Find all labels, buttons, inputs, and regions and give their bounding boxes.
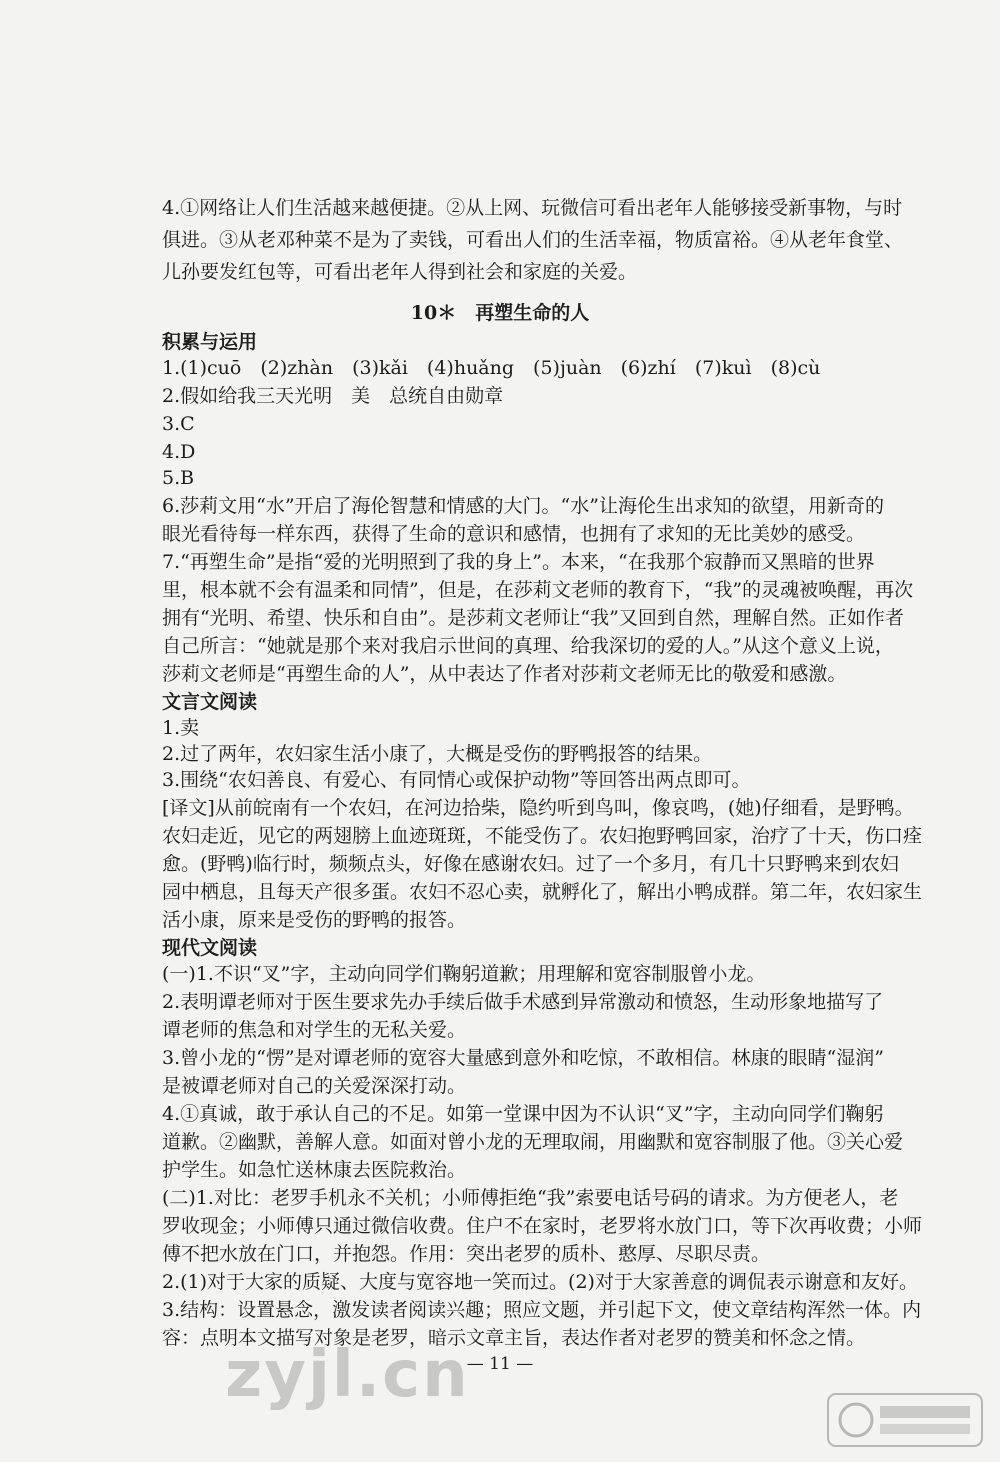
text-line: 4.①真诚，敢于承认自己的不足。如第一堂课中因为不认识“叉”字，主动向同学们鞠躬 — [162, 1103, 884, 1125]
text-line: [译文]从前皖南有一个农妇，在河边拾柴，隐约听到鸟叫，像哀鸣，(她)仔细看，是野鸭。 — [162, 797, 914, 819]
text-line: 拥有“光明、希望、快乐和自由”。是莎莉文老师让“我”又回到自然，理解自然。正如作者 — [162, 607, 904, 629]
text-line: 2.表明谭老师对于医生要求先办手续后做手术感到异常激动和愤怒，生动形象地描写了 — [162, 991, 884, 1013]
text-line: 里，根本就不会有温柔和同情”，但是，在莎莉文老师的教育下，“我”的灵魂被唤醒，再次 — [162, 579, 914, 601]
text-line: 2.过了两年，农妇家生活小康了，大概是受伤的野鸭报答的结果。 — [162, 743, 713, 765]
text-line: 3.围绕“农妇善良、有爱心、有同情心或保护动物”等回答出两点即可。 — [162, 769, 751, 791]
text-line: 园中栖息，且每天产很多蛋。农妇不忍心卖，就孵化了，解出小鸭成群。第二年，农妇家生 — [162, 881, 922, 903]
text-line: 7.“再塑生命”是指“爱的光明照到了我的身上”。本来，“在我那个寂静而又黑暗的世界 — [162, 551, 875, 573]
text-line: 活小康，原来是受伤的野鸭的报答。 — [162, 909, 467, 931]
text-line: 儿孙要发红包等，可看出老年人得到社会和家庭的关爱。 — [162, 261, 638, 283]
watermark-logo-icon — [820, 1390, 990, 1450]
text-line: 俱进。③从老邓种菜不是为了卖钱，可看出人们的生活幸福，物质富裕。④从老年食堂、 — [162, 229, 904, 251]
text-line: 5.B — [162, 467, 195, 489]
text-line: 罗收现金；小师傅只通过微信收费。住户不在家时，老罗将水放门口，等下次再收费；小师 — [162, 1215, 922, 1237]
section-title: 10＊ 再塑生命的人 — [410, 302, 590, 324]
text-line: 农妇走近，见它的两翅膀上血迹斑斑，不能受伤了。农妇抱野鸭回家，治疗了十天，伤口痊 — [162, 825, 922, 847]
text-line: 谭老师的焦急和对学生的无私关爱。 — [162, 1019, 467, 1041]
text-line: 3.曾小龙的“愣”是对谭老师的宽容大量感到意外和吃惊，不敢相信。林康的眼睛“湿润” — [162, 1047, 884, 1069]
text-line: 护学生。如急忙送林康去医院救治。 — [162, 1159, 467, 1181]
text-line: 傅不把水放在门口，并抱怨。作用：突出老罗的质朴、憨厚、尽职尽责。 — [162, 1243, 771, 1265]
text-line: 3.C — [162, 413, 195, 435]
text-line: 4.①网络让人们生活越来越便捷。②从上网、玩微信可看出老年人能够接受新事物，与时 — [162, 197, 903, 219]
watermark-text: zyjl.cn — [225, 1338, 470, 1412]
text-line: 愈。(野鸭)临行时，频频点头，好像在感谢农妇。过了一个多月，有几十只野鸭来到农妇 — [162, 853, 899, 875]
text-line: 4.D — [162, 441, 196, 463]
text-line: 莎莉文老师是“再塑生命的人”，从中表达了作者对莎莉文老师无比的敬爱和感激。 — [162, 663, 847, 685]
text-line: (二)1.对比：老罗手机永不关机；小师傅拒绝“我”索要电话号码的请求。为方便老人，老 — [162, 1187, 899, 1209]
text-line: (一)1.不识“叉”字，主动向同学们鞠躬道歉；用理解和宽容制服曾小龙。 — [162, 963, 766, 985]
text-line: 自己所言：“她就是那个来对我启示世间的真理、给我深切的爱的人。”从这个意义上说， — [162, 635, 894, 657]
section-heading: 积累与运用 — [162, 331, 258, 353]
text-line: 道歉。②幽默，善解人意。如面对曾小龙的无理取闹，用幽默和宽容制服了他。③关心爱 — [162, 1131, 904, 1153]
text-line: 眼光看待每一样东西，获得了生命的意识和感情，也拥有了求知的无比美妙的感受。 — [162, 523, 866, 545]
text-line: 1.卖 — [162, 717, 200, 739]
page-number: — 11 — — [466, 1354, 534, 1374]
section-heading: 文言文阅读 — [162, 691, 258, 713]
text-line: 1.(1)cuō (2)zhàn (3)kǎi (4)huǎng (5)juàn (6)zhí (7)kuì (8)cù — [162, 357, 821, 379]
section-heading: 现代文阅读 — [162, 937, 258, 959]
text-line: 容：点明本文描写对象是老罗，暗示文章主旨，表达作者对老罗的赞美和怀念之情。 — [162, 1327, 866, 1349]
text-line: 2.假如给我三天光明 美 总统自由勋章 — [162, 385, 504, 407]
text-line: 3.结构：设置悬念，激发读者阅读兴趣；照应文题，并引起下文，使文章结构浑然一体。内 — [162, 1299, 922, 1321]
text-line: 是被谭老师对自己的关爱深深打动。 — [162, 1075, 467, 1097]
text-line: 6.莎莉文用“水”开启了海伦智慧和情感的大门。“水”让海伦生出求知的欲望，用新奇的 — [162, 495, 884, 517]
text-line: 2.(1)对于大家的质疑、大度与宽容地一笑而过。(2)对于大家善意的调侃表示谢意和友好。 — [162, 1271, 918, 1293]
